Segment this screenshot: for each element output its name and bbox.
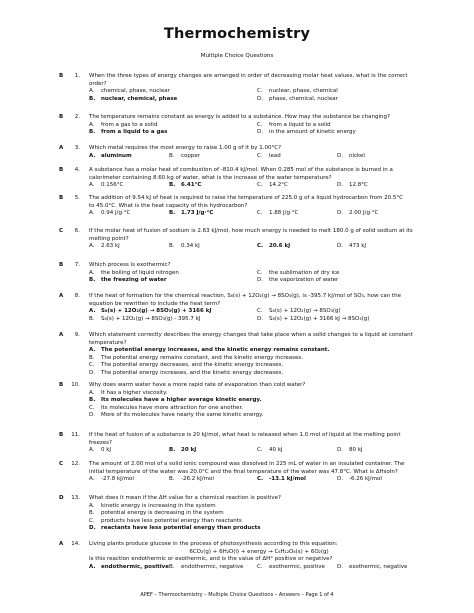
option-letter: C. [89, 404, 95, 411]
option-letter: C. [257, 308, 263, 315]
answer-option [169, 182, 201, 190]
answer-option [89, 182, 123, 190]
option-text: The potential energy decreases, and the kinetic energy increases. [101, 362, 284, 369]
question-stem [89, 461, 429, 476]
option-letter: D. [89, 369, 95, 376]
option-text: The potential energy increases, and the kinetic energy decreases. [101, 369, 284, 376]
option-text: nickel [349, 152, 365, 159]
question-number: 12. [71, 461, 80, 467]
stem-line: melting point? [89, 235, 129, 242]
answer-option [89, 397, 262, 405]
answer-option [169, 153, 200, 161]
option-letter: D. [257, 95, 263, 102]
option-letter: B. [169, 447, 176, 454]
option-text: 12.8°C [349, 182, 368, 189]
question-number: 11. [71, 432, 80, 438]
option-letter: D. [337, 447, 343, 454]
option-text: 40 kJ [269, 447, 283, 454]
option-letter: A. [89, 447, 95, 454]
answer-option [257, 96, 338, 104]
answer-options [89, 243, 429, 251]
stem-line: equation be rewritten to include the heat term? [89, 300, 221, 307]
question-number: 4. [74, 167, 80, 173]
answer-option [337, 153, 365, 161]
answer-key: B [59, 167, 64, 173]
option-text: copper [181, 152, 201, 159]
stem-line: temperature? [89, 339, 127, 346]
answer-option [89, 210, 130, 218]
question-stem [89, 541, 429, 564]
question-stem [89, 167, 429, 182]
option-letter: A. [89, 88, 95, 95]
answer-options [89, 270, 429, 285]
option-text: endothermic, positive [101, 563, 169, 570]
page-footer: APEF – Thermochemistry – Multiple Choice Questions – Answers – Page 1 of 4 [140, 592, 334, 598]
answer-option [257, 277, 338, 285]
option-text: potential energy is decreasing in the system [101, 510, 224, 517]
option-text: endothermic, negative [181, 563, 244, 570]
answer-option [337, 243, 366, 251]
answer-option [337, 447, 363, 455]
option-letter: A. [89, 502, 95, 509]
option-text: 0.94 J/g·°C [101, 210, 131, 217]
stem-line: calorimeter containing 8.60 kg of water, what is the increase of the water temperature? [89, 174, 332, 181]
answer-key: A [59, 293, 64, 299]
answer-option [337, 476, 382, 484]
option-letter: C. [257, 563, 263, 570]
option-text: 80 kJ [349, 447, 363, 454]
option-text: 1.73 J/g·°C [181, 210, 214, 217]
answer-option [337, 564, 407, 572]
option-text: lead [269, 152, 281, 159]
question-number: 2. [74, 114, 80, 120]
answer-key: B [59, 262, 64, 268]
option-text: the freezing of water [101, 277, 167, 284]
question-number: 1. [74, 73, 80, 79]
stem-line: The temperature remains constant as energy is added to a substance. How may the substance be changing? [89, 114, 390, 120]
option-letter: C. [257, 210, 263, 217]
answer-option [89, 129, 167, 137]
answer-option [257, 316, 369, 324]
question-stem [89, 228, 429, 243]
answer-option [257, 564, 325, 572]
answer-option [89, 277, 167, 285]
question-stem [89, 145, 429, 153]
option-letter: D. [257, 315, 263, 322]
option-text: the vaporization of water [269, 277, 339, 284]
stem-line: If the heat of fusion of a substance is 20 kJ/mol, what heat is released when 1.0 mol of liquid at the melting point [89, 432, 401, 438]
option-row [89, 129, 429, 137]
stem-line: to 45.0°C. What is the heat capacity of this hydrocarbon? [89, 202, 248, 209]
option-letter: B. [89, 354, 95, 361]
stem-line: The amount of 2.00 mol of a solid ionic compound was dissolved in 225 mL of water in an insulated container. The [89, 461, 405, 467]
option-letter: C. [257, 447, 263, 454]
option-letter: D. [89, 525, 96, 532]
question-number: 9. [74, 332, 80, 338]
option-text: Its molecules have more attraction for one another. [101, 404, 243, 411]
option-text: 20.6 kJ [269, 243, 291, 250]
option-text: S₈(s) + 12O₂(g) + 3166 kJ → 8SO₃(g) [269, 315, 370, 322]
option-letter: A. [89, 152, 96, 159]
stem-line: initial temperature of the water was 20.0°C and the final temperature of the water was 47.8°C. What is ΔHsoln? [89, 468, 398, 475]
answer-key: D [59, 495, 64, 501]
answer-option [257, 88, 338, 96]
option-text: chemical, phase, nuclear [101, 88, 170, 95]
question-number: 13. [71, 495, 80, 501]
answer-option [89, 518, 242, 526]
answer-option [337, 210, 378, 218]
question-number: 14. [71, 541, 80, 547]
answer-options [89, 210, 429, 218]
stem-line: Living plants produce glucose in the process of photosynthesis according to this equation: [89, 541, 338, 547]
option-letter: D. [337, 210, 343, 217]
answer-option [89, 362, 283, 370]
option-letter: A. [89, 347, 96, 354]
option-letter: B. [89, 277, 96, 284]
option-text: phase, chemical, nuclear [269, 95, 338, 102]
answer-option [89, 316, 200, 324]
answer-option [257, 153, 281, 161]
option-letter: C. [257, 182, 263, 189]
option-text: Its molecules have a higher average kinetic energy. [101, 397, 262, 404]
option-text: exothermic, negative [349, 563, 408, 570]
answer-option [89, 270, 179, 278]
option-letter: A. [89, 243, 95, 250]
answer-options [89, 153, 429, 161]
option-letter: A. [89, 121, 95, 128]
answer-option [257, 210, 298, 218]
answer-options [89, 476, 429, 484]
option-row [89, 210, 429, 218]
option-text: 0.34 kJ [181, 243, 200, 250]
option-text: from a liquid to a solid [269, 121, 331, 128]
option-text: 14.2°C [269, 182, 288, 189]
answer-option [89, 390, 167, 398]
option-text: the boiling of liquid nitrogen [101, 269, 179, 276]
option-row [89, 355, 429, 363]
option-row [89, 390, 429, 398]
option-letter: B. [169, 563, 175, 570]
option-text: -26.2 kJ/mol [181, 476, 214, 483]
option-text: S₈(s) + 12O₂(g) → 8SO₃(g) [269, 308, 341, 315]
answer-options [89, 308, 429, 323]
question-stem [89, 73, 429, 88]
answer-options [89, 564, 429, 572]
option-text: the sublimation of dry ice [269, 269, 340, 276]
stem-line: Which statement correctly describes the energy changes that take place when a solid changes to a liquid at constant [89, 332, 413, 338]
stem-line: freezes? [89, 439, 112, 446]
question-number: 7. [74, 262, 80, 268]
option-text: 2.63 kJ [101, 243, 120, 250]
answer-option [257, 270, 339, 278]
option-text: exothermic, positive [269, 563, 325, 570]
answer-option [337, 182, 368, 190]
option-row [89, 182, 429, 190]
option-letter: B. [169, 182, 176, 189]
answer-key: B [59, 382, 64, 388]
question-stem [89, 432, 429, 447]
answer-option [89, 153, 132, 161]
question-stem [89, 382, 429, 390]
option-text: More of its molecules have nearly the same kinetic energy. [101, 412, 264, 419]
option-text: aluminum [101, 152, 132, 159]
answer-option [257, 447, 283, 455]
option-letter: A. [89, 389, 95, 396]
option-text: The potential energy increases, and the kinetic energy remains constant. [101, 347, 330, 354]
answer-option [89, 503, 216, 511]
answer-option [89, 476, 134, 484]
answer-option [169, 447, 196, 455]
answer-options [89, 347, 429, 377]
option-letter: D. [337, 243, 343, 250]
answer-options [89, 503, 429, 533]
option-letter: C. [257, 152, 263, 159]
option-row [89, 397, 429, 405]
option-row [89, 405, 429, 413]
question-number: 3. [74, 145, 80, 151]
answer-option [257, 182, 288, 190]
answer-key: A [59, 332, 64, 338]
option-text: -27.8 kJ/mol [101, 476, 134, 483]
stem-line: order? [89, 80, 107, 87]
option-row [89, 476, 429, 484]
option-row [89, 362, 429, 370]
page-subtitle: Multiple Choice Questions [200, 53, 274, 59]
option-text: 2.00 J/g·°C [349, 210, 379, 217]
option-letter: A. [89, 563, 96, 570]
answer-options [89, 447, 429, 455]
option-letter: D. [337, 476, 343, 483]
answer-option [257, 476, 306, 484]
question-stem [89, 114, 429, 122]
option-text: It has a higher viscosity. [101, 389, 168, 396]
option-row [89, 270, 429, 278]
option-letter: A. [89, 182, 95, 189]
option-letter: C. [257, 476, 264, 483]
stem-line: A substance has a molar heat of combustion of -810.4 kJ/mol. When 0.285 mol of the substance is burned in a [89, 167, 393, 173]
option-letter: D. [257, 129, 263, 136]
option-text: nuclear, chemical, phase [101, 95, 178, 102]
option-text: nuclear, phase, chemical [269, 88, 338, 95]
option-letter: B. [89, 129, 96, 136]
answer-option [169, 243, 200, 251]
option-letter: D. [257, 277, 263, 284]
answer-key: C [59, 461, 64, 467]
option-text: 473 kJ [349, 243, 367, 250]
option-row [89, 277, 429, 285]
option-text: S₈(s) + 12O₂(g) → 8SO₃(g) + 3166 kJ [101, 308, 212, 315]
stem-line: The addition of 9.54 kJ of heat is required to raise the temperature of 225.0 g of a liquid hydrocarbon from 20.5°C [89, 195, 404, 201]
option-letter: A. [89, 308, 96, 315]
stem-line: Which metal requires the most energy to raise 1.00 g of it by 1.00°C? [89, 145, 281, 151]
question-stem [89, 332, 429, 347]
option-text: reactants have less potential energy than products [101, 525, 261, 532]
option-row [89, 412, 429, 420]
answer-options [89, 122, 429, 137]
option-letter: B. [89, 510, 95, 517]
stem-line: When the three types of energy changes are arranged in order of decreasing molar heat values, what is the correct [89, 73, 408, 79]
option-letter: C. [257, 121, 263, 128]
answer-options [89, 182, 429, 190]
option-letter: D. [337, 182, 343, 189]
option-row [89, 370, 429, 378]
option-text: -13.1 kJ/mol [269, 476, 306, 483]
option-text: The potential energy remains constant, and the kinetic energy increases. [101, 354, 304, 361]
option-letter: C. [257, 243, 264, 250]
page-title: Thermochemistry [163, 26, 311, 42]
answer-key: B [59, 73, 64, 79]
reaction-equation: 6CO₂(g) + 6H₂O(l) + energy → C₆H₁₂O₆(s) + 6O₂(g) [189, 548, 329, 555]
answer-key: A [59, 145, 64, 151]
question-number: 8. [74, 293, 80, 299]
option-row [89, 96, 429, 104]
option-row [89, 347, 429, 355]
option-text: 1.88 J/g·°C [269, 210, 299, 217]
option-text: from a liquid to a gas [101, 129, 168, 136]
answer-option [257, 122, 331, 130]
stem-line: What does it mean if the ΔH value for a chemical reaction is positive? [89, 495, 281, 501]
answer-option [89, 347, 330, 355]
option-row [89, 510, 429, 518]
answer-option [89, 122, 157, 130]
option-letter: C. [257, 88, 263, 95]
answer-options [89, 390, 429, 420]
option-letter: B. [169, 243, 175, 250]
answer-option [89, 88, 170, 96]
option-letter: B. [169, 476, 175, 483]
stem-line: Is this reaction endothermic or exothermic, and is the value of ΔH° positive or negative? [89, 556, 333, 563]
answer-option [169, 210, 213, 218]
option-row [89, 503, 429, 511]
option-row [89, 525, 429, 533]
stem-line: Which process is exothermic? [89, 262, 171, 268]
answer-option [89, 412, 263, 420]
answer-option [89, 525, 261, 533]
option-letter: C. [89, 362, 95, 369]
option-row [89, 153, 429, 161]
option-row [89, 308, 429, 316]
option-row [89, 316, 429, 324]
option-row [89, 243, 429, 251]
option-text: in the amount of kinetic energy [269, 129, 356, 136]
answer-option [89, 355, 303, 363]
answer-option [89, 308, 211, 316]
option-row [89, 564, 429, 572]
answer-option [89, 510, 224, 518]
option-letter: C. [257, 269, 263, 276]
answer-option [257, 243, 290, 251]
option-letter: B. [89, 397, 96, 404]
stem-line: If the heat of formation for the chemical reaction, S₈(s) + 12O₂(g) → 8SO₃(g), is -395.7 kJ/mol of SO₃, how can the [89, 293, 402, 299]
stem-line: If the molar heat of fusion of sodium is 2.63 kJ/mol, how much energy is needed to melt 180.0 g of solid sodium at its [89, 228, 413, 234]
question-stem [89, 495, 429, 503]
option-letter: A. [89, 476, 95, 483]
answer-option [257, 129, 356, 137]
question-stem [89, 262, 429, 270]
option-text: S₈(s) + 12O₂(g) → 8SO₃(g) - 395.7 kJ [101, 315, 201, 322]
option-letter: C. [89, 517, 95, 524]
option-letter: B. [89, 315, 95, 322]
answer-option [89, 447, 111, 455]
option-letter: D. [89, 412, 95, 419]
option-row [89, 447, 429, 455]
question-number: 10. [71, 382, 80, 388]
option-text: 20 kJ [181, 447, 197, 454]
option-letter: B. [169, 152, 175, 159]
answer-key: B [59, 432, 64, 438]
stem-line: Why does warm water have a more rapid rate of evaporation than cold water? [89, 382, 306, 388]
option-row [89, 88, 429, 96]
option-text: -6.26 kJ/mol [349, 476, 382, 483]
option-row [89, 122, 429, 130]
option-letter: D. [337, 563, 343, 570]
answer-option [89, 405, 243, 413]
option-row [89, 518, 429, 526]
question-stem [89, 293, 429, 308]
question-stem [89, 195, 429, 210]
answer-key: A [59, 541, 64, 547]
option-letter: A. [89, 210, 95, 217]
option-letter: B. [169, 210, 176, 217]
answer-option [169, 564, 243, 572]
option-letter: B. [89, 95, 96, 102]
answer-option [89, 370, 283, 378]
option-text: products have less potential energy than reactants [101, 517, 242, 524]
question-number: 6. [74, 228, 80, 234]
answer-key: B [59, 195, 64, 201]
option-text: 0.156°C [101, 182, 124, 189]
question-number: 5. [74, 195, 80, 201]
answer-option [89, 96, 177, 104]
answer-option [89, 564, 169, 572]
option-letter: A. [89, 269, 95, 276]
answer-option [169, 476, 214, 484]
answer-key: C [59, 228, 64, 234]
answer-option [89, 243, 120, 251]
option-text: kinetic energy is increasing in the system [101, 502, 216, 509]
answer-option [257, 308, 341, 316]
option-letter: D. [337, 152, 343, 159]
answer-options [89, 88, 429, 103]
option-text: 6.41°C [181, 182, 202, 189]
option-text: 0 kJ [101, 447, 112, 454]
option-text: from a gas to a solid [101, 121, 158, 128]
answer-key: B [59, 114, 64, 120]
